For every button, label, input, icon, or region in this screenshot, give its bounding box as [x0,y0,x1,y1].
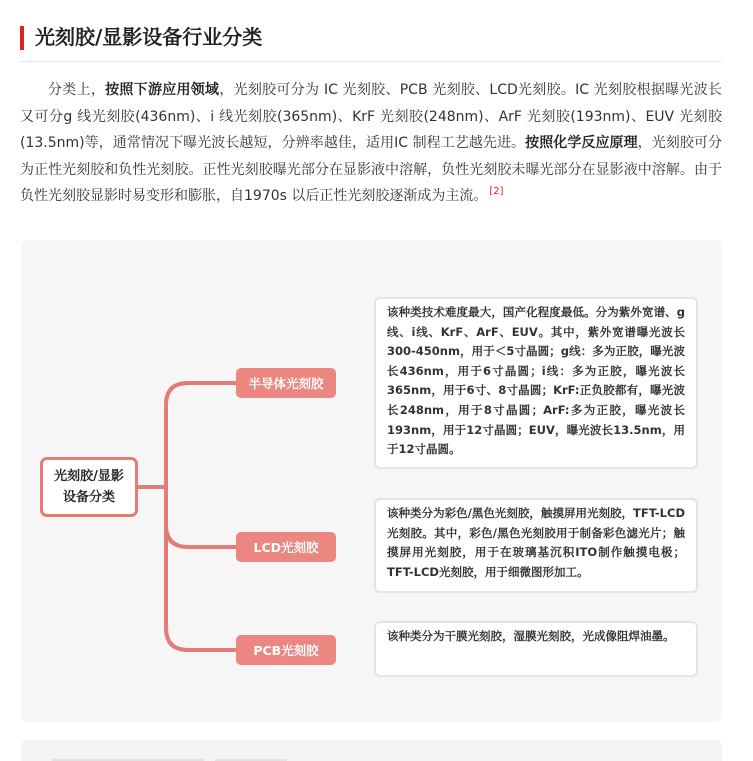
paragraph-bold-2: 按照化学反应原理 [525,135,638,151]
connector-branch-1 [166,487,236,547]
leaf-semiconductor-desc: 该种类技术难度最大，国产化程度最低。分为紫外宽谱、g线、i线、KrF、ArF、EUV。其中，紫外宽谱曝光波长300-450nm，用于＜5寸晶圆；g线：多为正胶，曝光波长436nm，用于6寸晶圆；i线：多为正胶，曝光波长365nm，用于6寸、8寸晶圆；KrF:正负胶都有，曝光波长248nm，用于8寸晶圆；ArF:多为正胶，曝光波长193nm，用于12寸晶圆；EUV，曝光波长13.5nm，用于12寸晶圆。 [374,297,698,469]
leaf-pcb-desc: 该种类分为干膜光刻胶，湿膜光刻胶，光成像阻焊油墨。 [374,621,698,677]
mindmap-root-node: 光刻胶/显影设备分类 [40,457,138,517]
branch-lcd: LCD光刻胶 [236,532,336,562]
paragraph-text-1: 分类上， [48,82,106,98]
reference-link[interactable]: [2] [489,186,504,198]
connector-branch-2 [166,487,236,650]
paragraph-text-3: ，光刻胶可分为正性光刻胶和负性光刻胶。正性光刻胶曝光部分在显影液中溶解，负性光刻胶未曝光部分在显影液中溶解。由于负性光刻胶显影时易变形和膨胀，自1970s 以后正性光刻胶逐渐成为主流。 [20,135,723,204]
section-title: 光刻胶/显影设备行业分类 [35,25,263,49]
paragraph-text-2: ，光刻胶可分为 IC 光刻胶、PCB 光刻胶、LCD光刻胶。IC 光刻胶根据曝光波长又可分g 线光刻胶(436nm)、i 线光刻胶(365nm)、KrF 光刻胶(248nm)、ArF 光刻胶(193nm)、EUV 光刻胶(13.5nm)等，通常情况下曝光波长越短，分辨率越佳，适用IC 制程工艺越先进。 [20,82,722,151]
leaf-lcd-desc: 该种类分为彩色/黑色光刻胶，触摸屏用光刻胶，TFT-LCD光刻胶。其中，彩色/黑色光刻胶用于制备彩色滤光片；触摸屏用光刻胶，用于在玻璃基沉积ITO制作触摸电极；TFT-LCD光刻胶，用于细微图形加工。 [374,498,698,593]
next-section-panel [21,740,722,761]
paragraph-bold-1: 按照下游应用领域 [105,82,220,98]
connector-branch-0 [166,383,236,487]
branch-pcb: PCB光刻胶 [236,635,336,665]
branch-semiconductor: 半导体光刻胶 [236,368,336,398]
